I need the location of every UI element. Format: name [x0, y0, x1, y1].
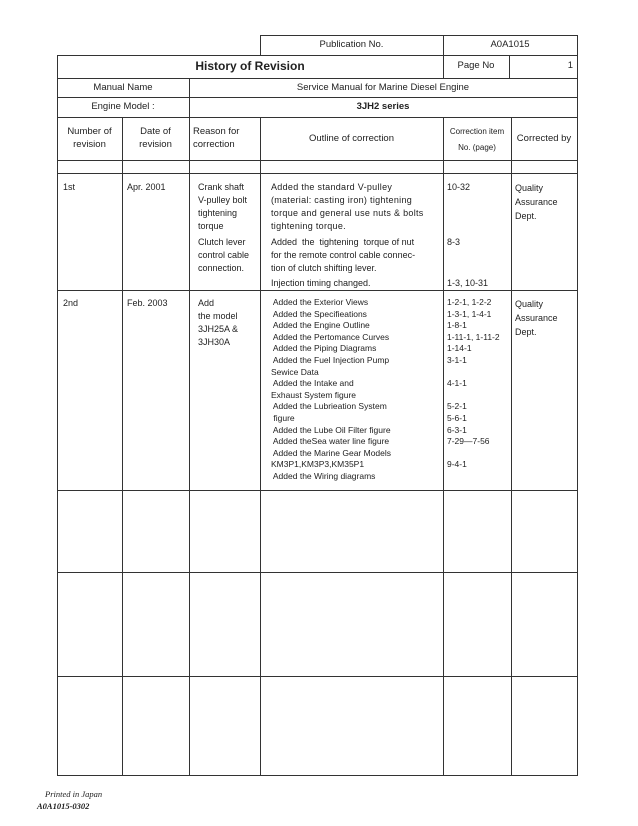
rule: [57, 97, 578, 98]
rule: [57, 676, 578, 677]
col-header-correction-item: Correction item No. (page): [449, 127, 505, 152]
engine-model-value: 3JH2 series: [356, 101, 410, 112]
rule: [260, 117, 261, 776]
publication-number: A0A1015: [490, 39, 530, 50]
rev2-corrected-by: Quality Assurance Dept.: [515, 299, 558, 337]
rev1-date: Apr. 2001: [127, 182, 166, 192]
rule: [577, 35, 578, 776]
rule: [57, 775, 578, 776]
rev2-outline: Added the Exterior Views Added the Specifieations Added the Engine Outline Added the Pertomance Curves Added the Piping Diagrams Added the Fuel Injection Pump Sewice Data Added the Intake and Exhaust System figure Added the Lubrieation System figure Added the Lube Oil Filter figure Added theSea water line figure Added the Marine Gear Models KM3P1,KM3P3,KM35P1 Added the Wiring diagrams: [271, 297, 392, 481]
rev2-items: 1-2-1, 1-2-2 1-3-1, 1-4-1 1-8-1 1-11-1, 1-11-2 1-14-1 3-1-1 4-1-1 5-2-1 5-6-1 6-3-1 7-29—7-56 9-4-1: [447, 297, 500, 470]
col-header-corrected-by: Corrected by: [516, 133, 572, 144]
col-header-outline: Outline of correction: [308, 133, 394, 144]
publication-label: Publication No.: [319, 39, 384, 50]
rule: [57, 572, 578, 573]
col-header-date: Date of revision: [139, 126, 172, 150]
rule: [260, 35, 578, 36]
rule: [57, 173, 578, 174]
rev1-reason-a: Crank shaft V-pulley bolt tightening torque: [198, 182, 248, 231]
rule: [511, 117, 512, 776]
rev1-number: 1st: [63, 182, 76, 192]
manual-name-value: Service Manual for Marine Diesel Engine: [296, 82, 470, 93]
document-code: A0A1015-0302: [37, 801, 90, 811]
page-no-label: Page No: [457, 60, 495, 71]
page-title: History of Revision: [195, 59, 305, 73]
rule: [57, 55, 58, 776]
rule: [57, 117, 578, 118]
rev1-outline-a: Added the standard V-pulley (material: casting iron) tightening torque and general use nuts & bolts tightening torque.: [271, 182, 424, 231]
rev1-outline-c: Injection timing changed.: [271, 278, 371, 288]
page-no-value: 1: [567, 60, 573, 71]
rule: [57, 160, 578, 161]
rule: [57, 78, 578, 79]
engine-model-label: Engine Model :: [91, 101, 155, 112]
rev2-reason: Add the model 3JH25A & 3JH30A: [198, 298, 239, 347]
rev2-number: 2nd: [63, 298, 79, 308]
rev2-date: Feb. 2003: [127, 298, 168, 308]
rule: [57, 490, 578, 491]
rule: [57, 290, 578, 291]
rev1-item-a: 10-32: [447, 182, 471, 192]
rule: [57, 55, 578, 56]
rev1-item-c: 1-3, 10-31: [447, 278, 489, 288]
rule: [122, 117, 123, 776]
printed-in-japan: Printed in Japan: [45, 789, 103, 799]
manual-name-label: Manual Name: [93, 82, 153, 93]
rev1-item-b: 8-3: [447, 237, 461, 247]
col-header-reason: Reason for correction: [193, 126, 240, 150]
rev1-reason-b: Clutch lever control cable connection.: [198, 237, 250, 273]
rule: [189, 117, 190, 776]
col-header-number: Number of revision: [67, 126, 112, 150]
rev1-corrected-by: Quality Assurance Dept.: [515, 183, 558, 221]
rev1-outline-b: Added the tightening torque of nut for the remote control cable connec- tion of clutch shifting lever.: [271, 237, 416, 273]
rule: [443, 117, 444, 776]
